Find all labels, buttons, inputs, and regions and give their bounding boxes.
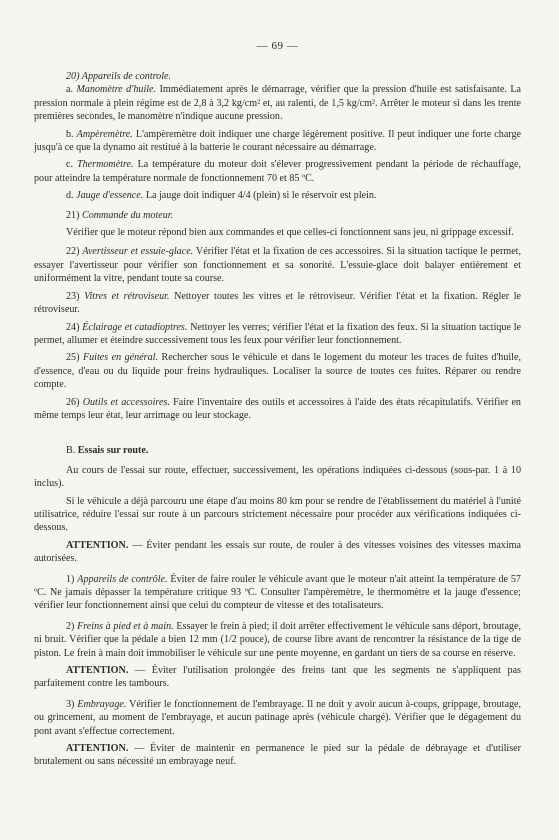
paragraph-20d-text: La jauge doit indiquer 4/4 (plein) si le réservoir est plein. bbox=[145, 190, 377, 202]
paragraph-25-title: Fuites en général. bbox=[82, 352, 158, 364]
paragraph-20a: a. Manomètre d'huile. Immédiatement après le démarrage, vérifier que la pression d'huile est satisfaisante. La pression normale à plein régime est de 2,8 à 3,2 kg/cm² et, au ralenti, de 1,5 kg/cm². Arrêter le moteur si dans les trente premières secondes, le manomètre n'indique aucune pression. bbox=[34, 84, 521, 123]
paragraph-b-s2 bbox=[34, 620, 521, 660]
paragraph-20c: c. Thermomètre. La température du moteur doit s'élever progressivement pendant la période de réchauffage, pour atteindre la température normale de fonctionnement 70 et 85 ºC. bbox=[34, 159, 521, 184]
item-text-1: Éviter de faire rouler le véhicule avant que le moteur n'ait atteint la température de 57 ºC. Ne jamais dépasser la température critique 93 ºC. Consulter l'ampèremètre, le thermomètre et la jauge d'essence; vérifier leur fonctionnement ainsi que celui du compteur de vitesse et des totalisateurs. bbox=[34, 573, 521, 612]
paragraph-24: 24) Éclairage et catadioptres. Nettoyer les verres; vérifier l'état et la fixation des feux. Si la situation tactique le permet, allumer et éteindre successivement tous les feux pour vérifier leur fonctionnement. bbox=[34, 321, 521, 346]
attention-label-2: ATTENTION. bbox=[66, 665, 129, 677]
attention-text-1: — Éviter pendant les essais sur route, de rouler à des vitesses voisines des vitesses maxima autorisées. bbox=[34, 539, 521, 565]
attention-label-3: ATTENTION. bbox=[66, 743, 129, 755]
item-number-3: 3) bbox=[66, 698, 75, 710]
paragraph-20b-text: L'ampèremètre doit indiquer une charge légèrement positive. Il peut indiquer une forte charge jusqu'à ce que la dynamo ait restitué à la batterie le courant nécessaire au démarrage. bbox=[34, 128, 522, 154]
paragraph-20a-text: Immédiatement après le démarrage, vérifier que la pression d'huile est satisfaisante. La pression normale à plein régime est de 2,8 à 3,2 kg/cm² et, au ralenti, de 1,5 kg/cm². Arrêter le moteur si dans les trente premières secondes, le manomètre n'indique aucune pression. bbox=[34, 84, 521, 123]
item-text-2: Essayer le frein à pied; il doit arrêter effectivement le véhicule sans déport, broutage, ni bruit. Vérifier que la pédale a bien 12 mm (1/2 pouce), de course libre avant de rencontrer la résistance de la tige de piston. Le frein à main doit immobiliser le véhicule sur une pente moyenne, en gardant un tiers de sa course en réserve. bbox=[34, 620, 521, 659]
section-b-title: Essais sur route. bbox=[77, 445, 149, 457]
paragraph-24-text: Nettoyer les verres; vérifier l'état et la fixation des feux. Si la situation tactique le permet, allumer et éteindre successivement tous les feux pour vérifier leur fonctionnement. bbox=[34, 321, 521, 346]
paragraph-24-title: Éclairage et catadioptres. bbox=[82, 321, 188, 333]
section-21-title: Commande du moteur. bbox=[81, 209, 174, 221]
section-b-label: B. bbox=[66, 445, 76, 457]
paragraph-20b: b. Ampèremètre. L'ampèremètre doit indiquer une charge légèrement positive. Il peut indiquer une forte charge jusqu'à ce que la dynamo ait restitué à la batterie le courant nécessaire au démarrage. bbox=[34, 128, 522, 154]
item-title-2: Freins à pied et à main. bbox=[77, 620, 174, 632]
paragraph-20c-text: La température du moteur doit s'élever progressivement pendant la période de réchauffage, pour atteindre la température normale de fonctionnement 70 et 85 ºC. bbox=[34, 159, 521, 184]
paragraph-26-title: Outils et accessoires. bbox=[82, 396, 170, 408]
item-number-2: 2) bbox=[66, 620, 75, 632]
paragraph-b2: Si le véhicule a déjà parcouru une étape d'au moins 80 km pour se rendre de l'établissement du matériel à l'unité utilisatrice, réduire l'essai sur route à un parcours strictement nécessaire pour procéder aux vérifications indiquées ci-dessous. bbox=[34, 495, 521, 534]
paragraph-23: 23) Vitres et rétroviseur. Nettoyer toutes les vitres et le rétroviseur. Vérifier l'état et la fixation. Régler le rétroviseur. bbox=[34, 290, 522, 316]
paragraph-23-title: Vitres et rétroviseur. bbox=[84, 290, 170, 302]
paragraph-21: Vérifier que le moteur répond bien aux commandes et que celles-ci fonctionnent sans jeu, ni grippage excessif. bbox=[66, 227, 514, 239]
paragraph-b1: Au cours de l'essai sur route, effectuer, successivement, les opérations indiquées ci-dessous (sous-par. 1 à 10 inclus). bbox=[34, 464, 521, 490]
attention-note-1 bbox=[34, 539, 521, 566]
attention-note-3 bbox=[34, 742, 521, 769]
paragraph-22-text: Vérifier l'état et la fixation de ces accessoires. Si la situation tactique le permet, essayer l'avertisseur pour vérifier son fonctionnement et sa sonorité. L'essuie-glace doit balayer entièrement et uniformément la vitre, pendant toute sa course. bbox=[34, 246, 521, 285]
paragraph-20d-title: Jauge d'essence. bbox=[76, 190, 144, 202]
paragraph-20c-title: Thermomètre. bbox=[77, 159, 134, 171]
attention-label-1: ATTENTION. bbox=[66, 539, 129, 551]
section-b-heading bbox=[34, 444, 521, 457]
paragraph-23-text: Nettoyer toutes les vitres et le rétroviseur. Vérifier l'état et la fixation. Régler le rétroviseur. bbox=[34, 290, 522, 316]
paragraph-22-title: Avertisseur et essuie-glace. bbox=[82, 246, 194, 258]
section-20-heading bbox=[34, 70, 521, 83]
paragraph-b-s1 bbox=[34, 573, 521, 613]
attention-note-2 bbox=[34, 664, 521, 691]
item-title-1: Appareils de contrôle. bbox=[77, 573, 168, 585]
paragraph-26: 26) Outils et accessoires. Faire l'inventaire des outils et accessoires à l'aide des états récapitulatifs. Vérifier en même temps leur état, leur arrimage ou leur stockage. bbox=[34, 396, 521, 421]
section-20-heading-text: 20) Appareils de controle. bbox=[66, 71, 172, 82]
item-title-3: Embrayage. bbox=[77, 698, 127, 710]
item-text-3: Vérifier le fonctionnement de l'embrayage. Il ne doit y avoir aucun à-coups, grippage, broutage, ou grincement, au moment de l'embrayage, et aucun patinage après (véhicule chargé). Vérifier que le dégagement du pont avant s'effectue correctement. bbox=[34, 698, 522, 737]
paragraph-20a-title: Manomètre d'huile. bbox=[76, 84, 157, 96]
paragraph-25: 25) Fuites en général. Rechercher sous le véhicule et dans le logement du moteur les traces de fuites d'huile, d'essence, d'eau ou du liquide pour freins hydrauliques. Localiser la source de toutes ces fuites. Réparer ou rendre compte. bbox=[34, 352, 521, 391]
paragraph-20b-title: Ampèremètre. bbox=[76, 128, 133, 140]
paragraph-26-text: Faire l'inventaire des outils et accessoires à l'aide des états récapitulatifs. Vérifier en même temps leur état, leur arrimage ou leur stockage. bbox=[34, 396, 521, 421]
paragraph-25-text: Rechercher sous le véhicule et dans le logement du moteur les traces de fuites d'huile, d'essence, d'eau ou du liquide pour freins hydrauliques. Localiser la source de toutes ces fuites. Réparer ou rendre compte. bbox=[34, 352, 521, 391]
item-number-1: 1) bbox=[66, 573, 75, 585]
paragraph-22: 22) Avertisseur et essuie-glace. Vérifier l'état et la fixation de ces accessoires. Si la situation tactique le permet, essayer l'avertisseur pour vérifier son fonctionnement et sa sonorité. L'essuie-glace doit balayer entièrement et uniformément la vitre, pendant toute sa course. bbox=[34, 246, 521, 285]
attention-text-2: — Éviter l'utilisation prolongée des freins tant que les segments ne s'appliquent pas parfaitement contre les tambours. bbox=[34, 665, 521, 690]
attention-text-3: — Éviter de maintenir en permanence le pied sur la pédale de débrayage et d'utiliser brutalement ou sans nécessité un embrayage neuf. bbox=[34, 743, 521, 768]
paragraph-20d: d. Jauge d'essence. La jauge doit indiquer 4/4 (plein) si le réservoir est plein. bbox=[66, 190, 377, 202]
page-number: — 69 — bbox=[256, 40, 299, 52]
section-21-heading: 21) Commande du moteur. bbox=[66, 209, 174, 221]
paragraph-b-s3 bbox=[34, 698, 521, 738]
